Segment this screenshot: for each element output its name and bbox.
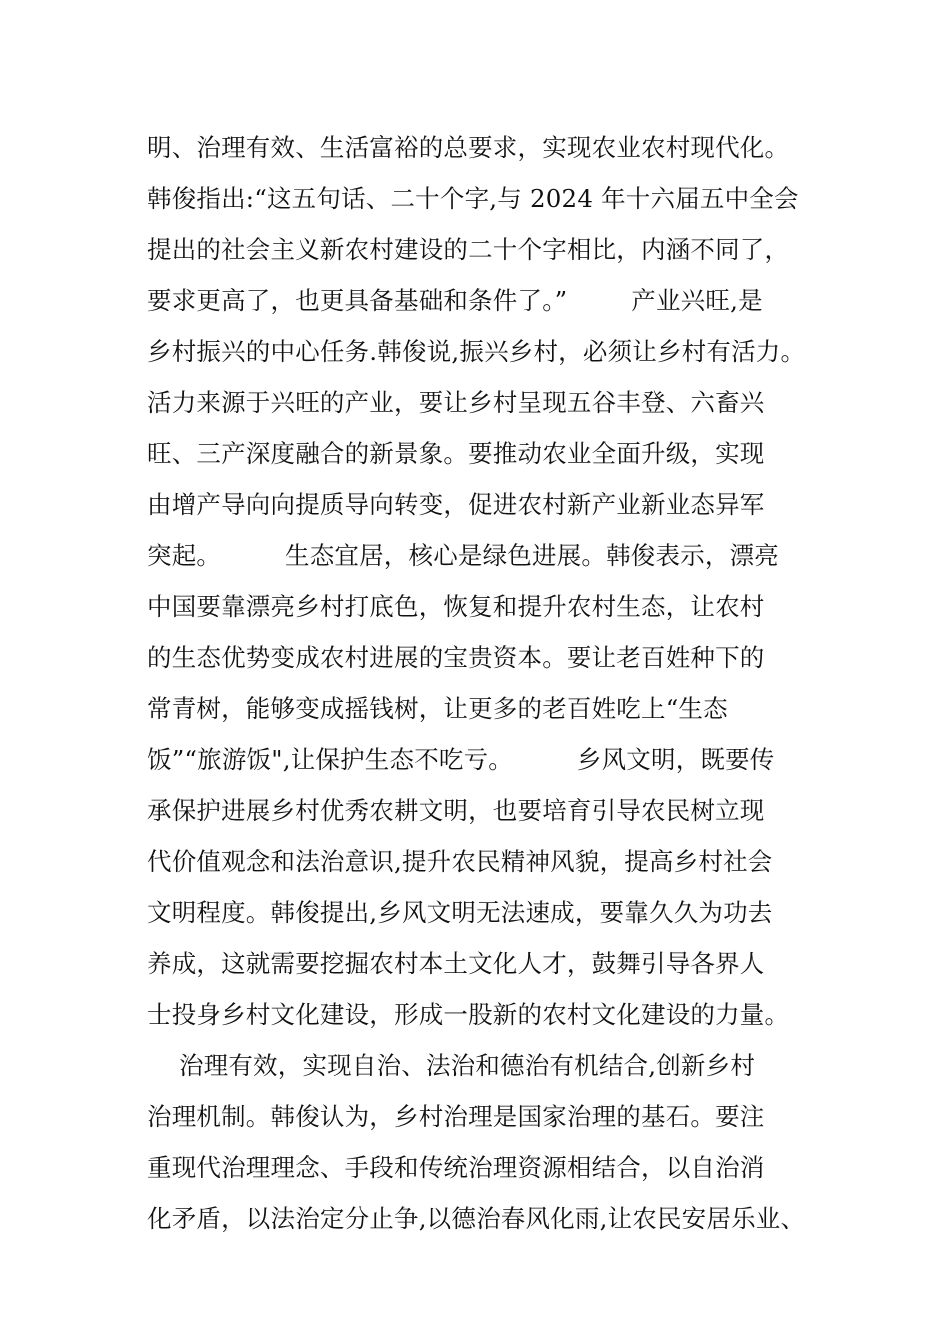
text-line: 化矛盾，以法治定分止争,以德治春风化雨,让农民安居乐业、 — [147, 1204, 806, 1233]
text-line: 活力来源于兴旺的产业，要让乡村呈现五谷丰登、六畜兴 — [147, 388, 765, 417]
text-line: 治理有效，实现自治、法治和德治有机结合,创新乡村 — [147, 1051, 756, 1080]
text-line: 突起。 生态宜居，核心是绿色进展。韩俊表示，漂亮 — [147, 541, 780, 570]
text-line: 承保护进展乡村优秀农耕文明，也要培育引导农民树立现 — [147, 796, 765, 825]
text-line: 文明程度。韩俊提出,乡风文明无法速成，要靠久久为功去 — [147, 898, 773, 927]
text-line: 养成，这就需要挖掘农村本土文化人才，鼓舞引导各界人 — [147, 949, 765, 978]
text-line: 明、治理有效、生活富裕的总要求，实现农业农村现代化。 — [147, 133, 790, 162]
text-line: 由增产导向向提质导向转变，促进农村新产业新业态异军 — [147, 490, 765, 519]
text-line: 饭”“旅游饭",让保护生态不吃亏。 乡风文明，既要传 — [147, 745, 775, 774]
text-line: 旺、三产深度融合的新景象。要推动农业全面升级，实现 — [147, 439, 765, 468]
text-line: 乡村振兴的中心任务.韩俊说,振兴乡村，必须让乡村有活力。 — [147, 337, 806, 366]
text-line: 的生态优势变成农村进展的宝贵资本。要让老百姓种下的 — [147, 643, 765, 672]
text-line: 要求更高了，也更具备基础和条件了。” 产业兴旺,是 — [147, 286, 763, 315]
body-text — [147, 128, 827, 1250]
text-line: 中国要靠漂亮乡村打底色，恢复和提升农村生态，让农村 — [147, 592, 765, 621]
text-line: 提出的社会主义新农村建设的二十个字相比，内涵不同了， — [147, 235, 790, 264]
text-line: 常青树，能够变成摇钱树，让更多的老百姓吃上“生态 — [147, 694, 728, 723]
text-line: 重现代治理理念、手段和传统治理资源相结合，以自治消 — [147, 1153, 765, 1182]
text-line: 韩俊指出:“这五句话、二十个字,与 2024 年十六届五中全会 — [147, 184, 799, 213]
text-line: 代价值观念和法治意识,提升农民精神风貌，提高乡村社会 — [147, 847, 773, 876]
text-line: 士投身乡村文化建设，形成一股新的农村文化建设的力量。 — [147, 1000, 790, 1029]
text-line: 治理机制。韩俊认为，乡村治理是国家治理的基石。要注 — [147, 1102, 765, 1131]
